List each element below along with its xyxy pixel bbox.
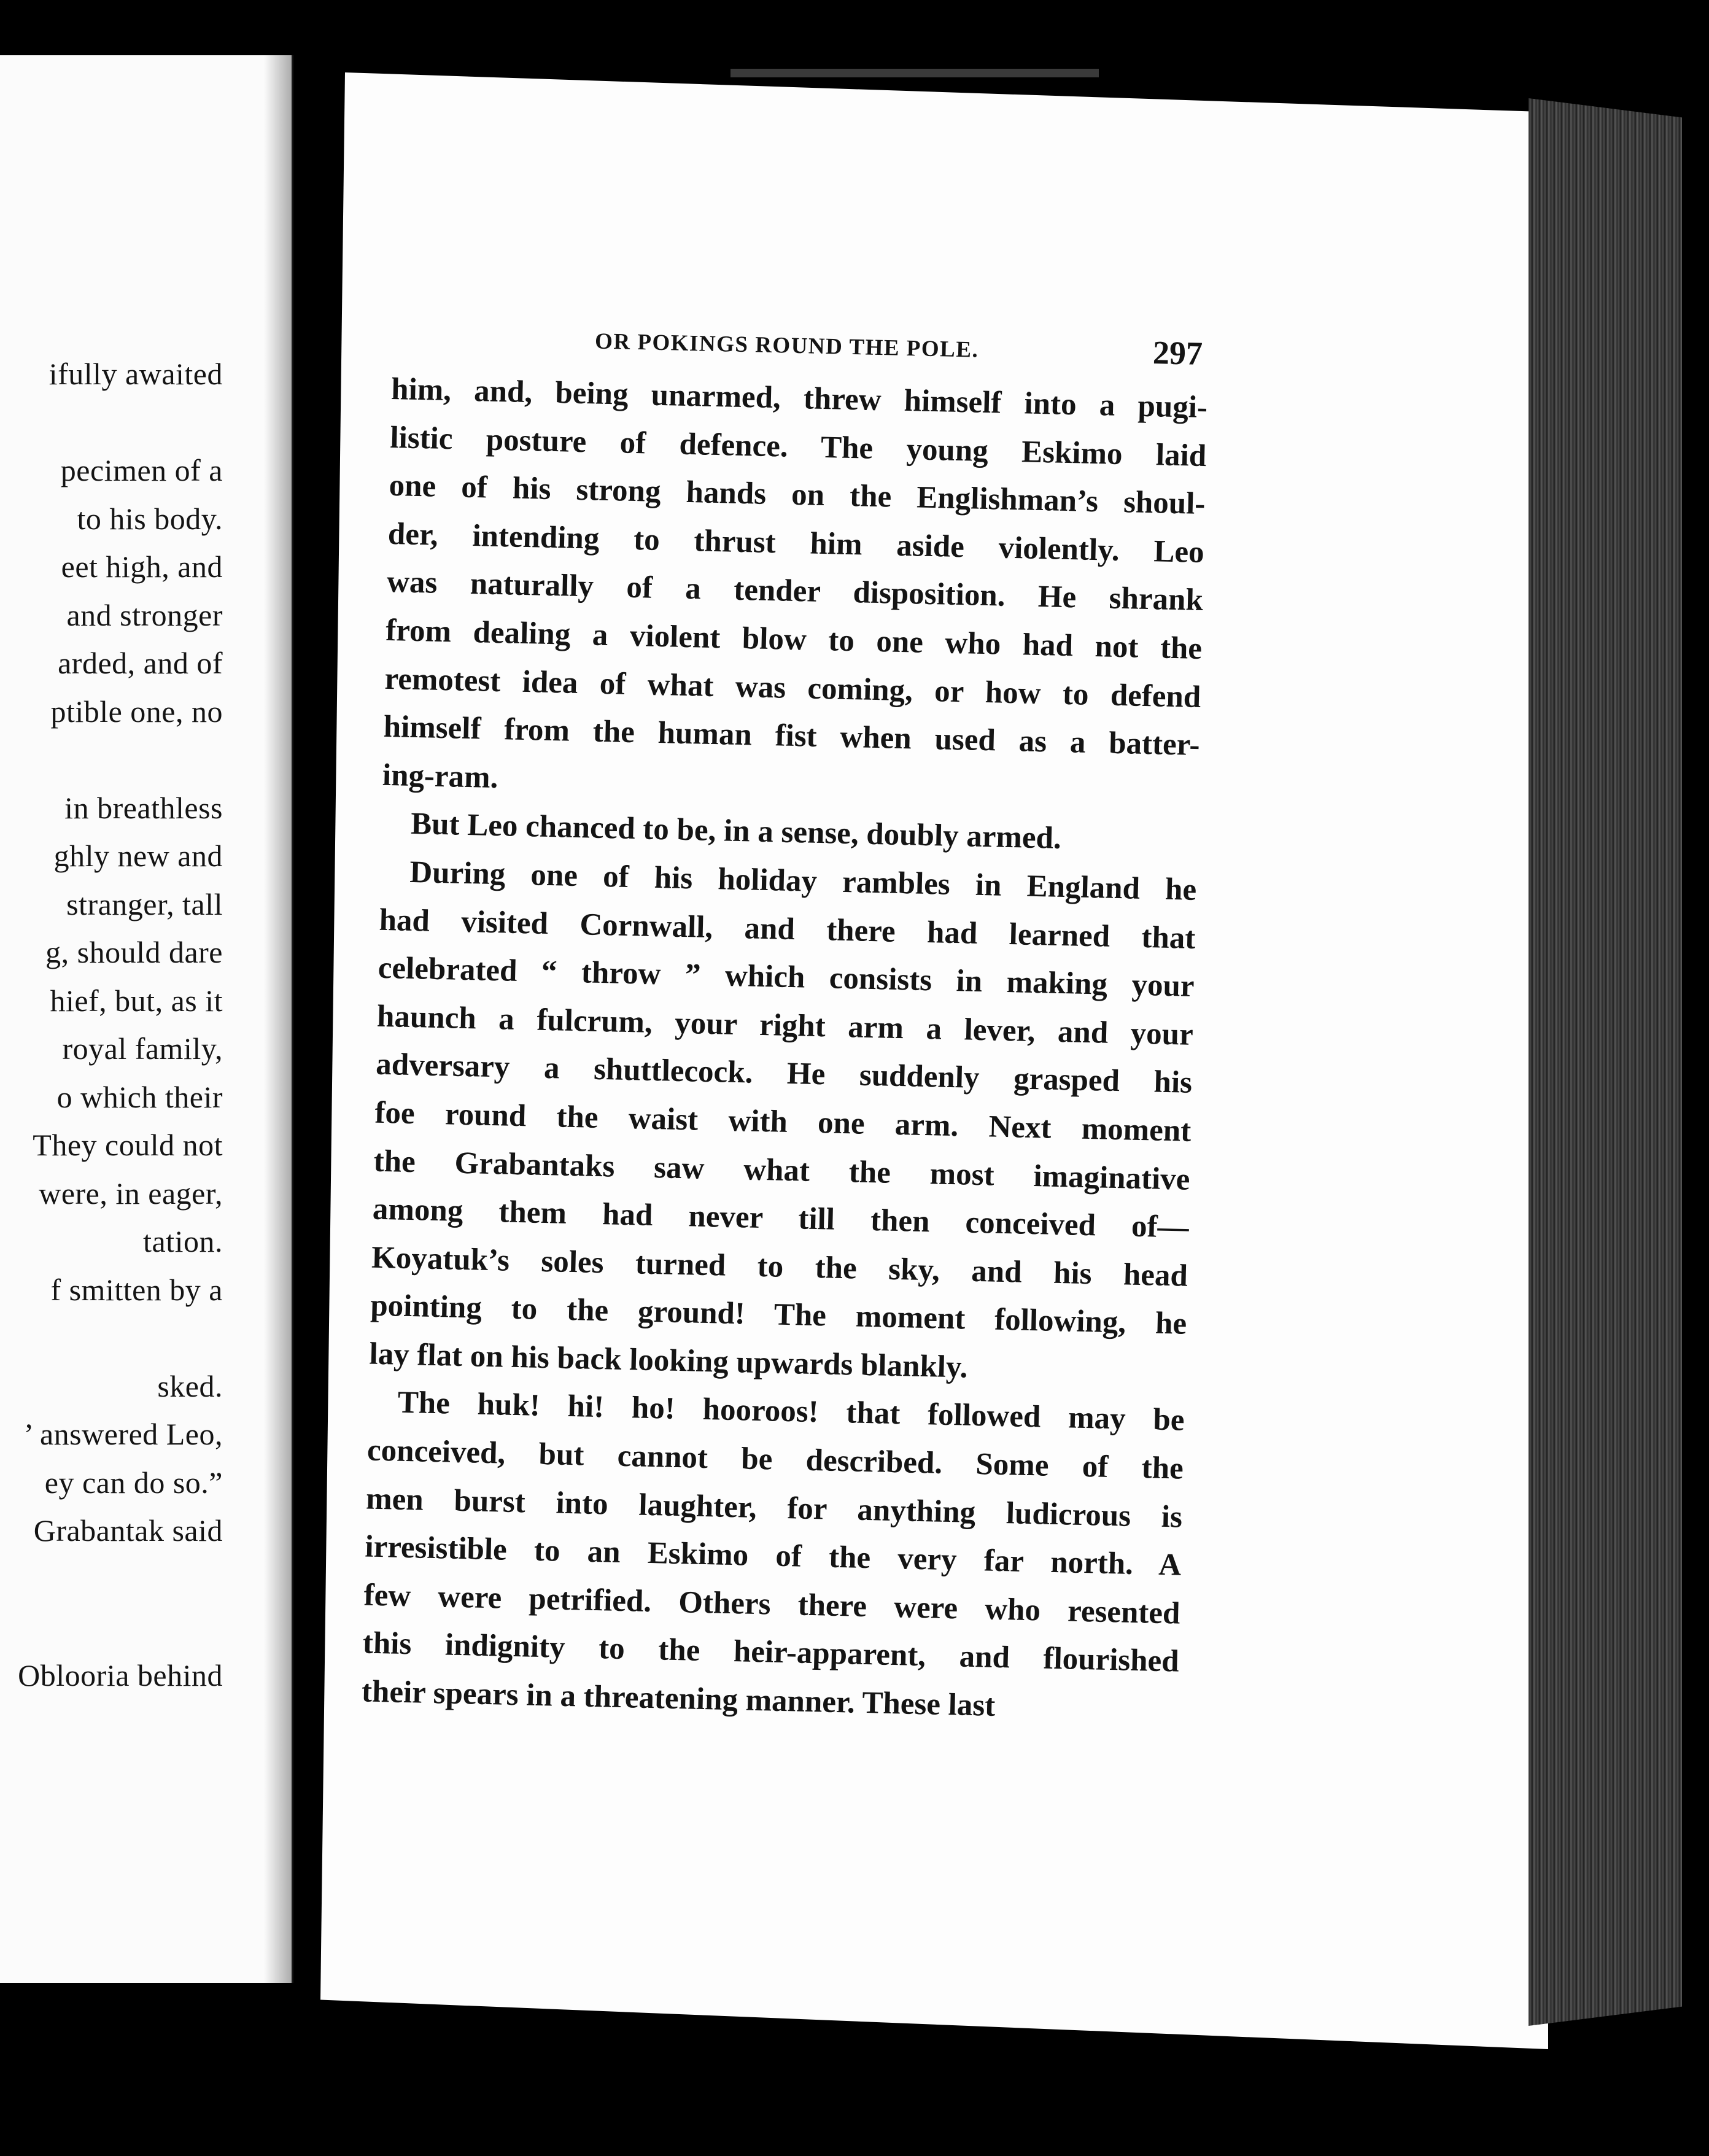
text-line: irresistible to an Eskimo of the very far north. A — [364, 1529, 1182, 1583]
text-line: from dealing a violent blow to one who had not the — [385, 613, 1203, 667]
text-line: him, and, being unarmed, threw himself into a pugi- — [390, 371, 1208, 425]
text-line: was naturally of a tender disposition. He shrank — [386, 565, 1204, 618]
left-page-text-fragment: ’ answered Leo, — [23, 1417, 223, 1451]
left-page-text-fragment: to his body. — [77, 501, 223, 536]
page-number: 297 — [1152, 334, 1203, 372]
text-line: pointing to the ground! The moment following, he — [370, 1288, 1187, 1342]
left-page-text-fragment: eet high, and — [61, 549, 223, 584]
left-page-text-fragment: They could not — [33, 1128, 223, 1162]
text-line: During one of his holiday rambles in England he — [409, 855, 1197, 907]
text-line: the Grabantaks saw what the most imaginative — [373, 1144, 1191, 1197]
text-line: lay flat on his back looking upwards blankly. — [369, 1336, 969, 1385]
text-line: celebrated “ throw ” which consists in making your — [378, 950, 1195, 1004]
text-line: The huk! hi! ho! hooroos! that followed may be — [397, 1386, 1185, 1438]
text-line: their spears in a threatening manner. These last — [361, 1674, 996, 1723]
left-page-text-fragment: ptible one, no — [50, 694, 223, 729]
left-page-text-fragment: Oblooria behind — [18, 1658, 223, 1693]
page-top-edge — [730, 69, 1099, 77]
left-page-text-fragment: royal family, — [62, 1031, 223, 1066]
left-page-text-fragment: ghly new and — [53, 839, 223, 873]
left-page-text-fragment: arded, and of — [58, 646, 223, 680]
left-page-text-fragment: were, in eager, — [39, 1176, 223, 1211]
gutter-shadow — [264, 55, 331, 1983]
left-page-text-fragment: stranger, tall — [66, 886, 223, 921]
left-page-text-fragment: Grabantak said — [33, 1513, 223, 1548]
left-page-text-fragment: pecimen of a — [60, 453, 223, 487]
text-line: one of his strong hands on the Englishman’s shoul- — [389, 468, 1206, 522]
left-page-text-fragment: f smitten by a — [50, 1272, 223, 1307]
left-page-text-fragment: and stronger — [66, 597, 223, 632]
text-line: adversary a shuttlecock. He suddenly grasped his — [375, 1047, 1193, 1101]
text-line: conceived, but cannot be described. Some of the — [366, 1433, 1184, 1486]
text-line: this indignity to the heir-apparent, and flourished — [362, 1626, 1180, 1680]
text-line: among them had never till then conceived of— — [372, 1192, 1190, 1245]
text-line: foe round the waist with one arm. Next moment — [374, 1095, 1192, 1149]
text-line: few were petrified. Others there were who resented — [363, 1578, 1181, 1631]
left-page-text-fragment: hief, but, as it — [50, 983, 223, 1018]
left-page-text-fragment: o which their — [56, 1079, 223, 1114]
left-page-text-fragment: g, should dare — [45, 935, 223, 969]
running-head-title: OR POKINGS ROUND THE POLE. — [594, 328, 979, 363]
left-page-text-fragment: tation. — [143, 1224, 223, 1258]
text-line: haunch a fulcrum, your right arm a lever, and your — [376, 999, 1194, 1052]
text-line: But Leo chanced to be, in a sense, doubly armed. — [410, 807, 1062, 856]
right-page-text-block — [361, 316, 1209, 1734]
text-line: men burst into laughter, for anything ludicrous is — [365, 1481, 1183, 1535]
text-line: had visited Cornwall, and there had learned that — [379, 902, 1196, 956]
text-line: der, intending to thrust him aside violently. Leo — [387, 516, 1205, 570]
text-line: Koyatuk’s soles turned to the sky, and his head — [371, 1240, 1188, 1293]
body-text — [361, 365, 1208, 1734]
page-fore-edge — [1529, 98, 1682, 2026]
left-page-text-fragment: in breathless — [64, 790, 223, 825]
left-page — [0, 55, 293, 1983]
left-page-text-fragment: sked. — [157, 1368, 223, 1403]
text-line: ing-ram. — [382, 758, 499, 795]
left-page-text-fragment: ey can do so.” — [44, 1465, 223, 1500]
text-line: himself from the human fist when used as a batter- — [383, 709, 1201, 763]
text-line: listic posture of defence. The young Eskimo laid — [389, 420, 1207, 473]
left-page-text-fragment: ifully awaited — [48, 357, 223, 391]
text-line: remotest idea of what was coming, or how to defend — [384, 661, 1201, 715]
